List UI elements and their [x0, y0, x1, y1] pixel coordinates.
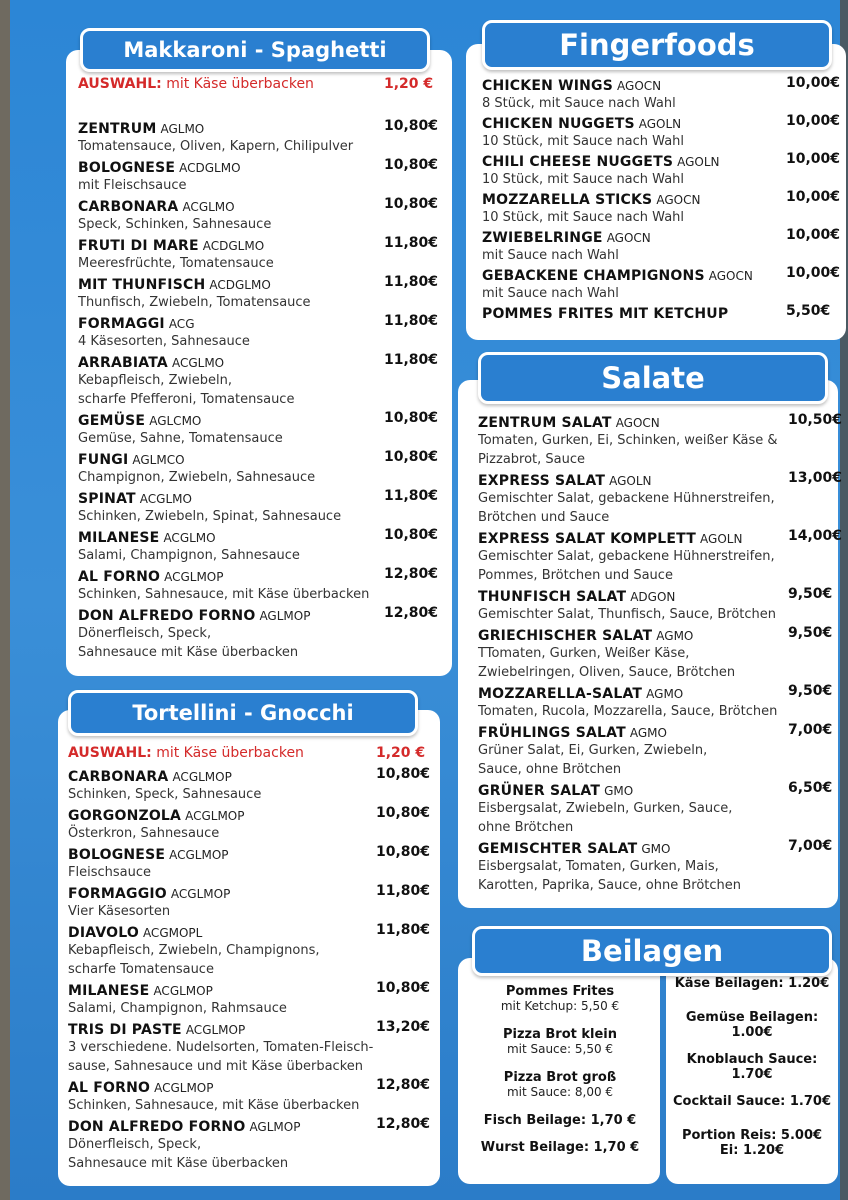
dish-name: GEMÜSE	[78, 413, 146, 429]
beilage-extra-line: Cocktail Sauce: 1.70€	[672, 1094, 831, 1109]
dish-description: Eisbergsalat, Tomaten, Gurken, Mais,	[478, 859, 719, 874]
menu-item-name	[478, 586, 675, 605]
dish-price: 11,80€	[384, 235, 439, 251]
allergen-code: AGOCN	[615, 416, 660, 430]
allergen-code: ACGLMO	[182, 200, 235, 214]
allergen-code: ACDGLMO	[179, 161, 241, 175]
allergen-code: AGOCN	[708, 269, 753, 283]
menu-item-name	[68, 844, 229, 863]
beilage-extra	[668, 1094, 836, 1109]
beilage-name: Fisch Beilage: 1,70 €	[483, 1113, 637, 1128]
menu-item-name	[482, 303, 728, 322]
dish-name: BOLOGNESE	[78, 160, 176, 176]
beilage-item	[462, 984, 658, 1013]
allergen-code: AGMO	[646, 687, 684, 701]
dish-name: GRIECHISCHER SALAT	[478, 628, 653, 644]
dish-name: GEMISCHTER SALAT	[478, 841, 638, 857]
dish-price: 7,00€	[788, 722, 833, 738]
dish-price: 5,50€	[786, 303, 831, 319]
auswahl-note	[68, 745, 304, 761]
dish-name: CARBONARA	[68, 769, 169, 785]
menu-item-name	[78, 118, 204, 137]
allergen-code: AGLMOP	[259, 609, 311, 623]
allergen-code: ACDGLMO	[209, 278, 271, 292]
dish-description: Grüner Salat, Ei, Gurken, Zwiebeln,	[478, 743, 708, 758]
dish-price: 10,80€	[384, 118, 439, 134]
dish-description: Eisbergsalat, Zwiebeln, Gurken, Sauce,	[478, 801, 733, 816]
dish-description: 4 Käsesorten, Sahnesauce	[78, 334, 250, 349]
dish-description: Pizzabrot, Sauce	[478, 452, 586, 467]
menu-item-name	[78, 157, 241, 176]
menu-item-name	[478, 780, 633, 799]
dish-description: Salami, Champignon, Rahmsauce	[68, 1001, 287, 1016]
dish-price: 10,80€	[376, 805, 431, 821]
dish-name: SPINAT	[78, 491, 136, 507]
dish-description: Schinken, Sahnesauce, mit Käse überbacken	[78, 587, 370, 602]
auswahl-price: 1,20 €	[384, 76, 434, 92]
dish-price: 12,80€	[384, 566, 439, 582]
dish-price: 10,00€	[786, 227, 841, 243]
allergen-code: AGLMO	[160, 122, 205, 136]
dish-price: 9,50€	[788, 586, 833, 602]
dish-price: 10,00€	[786, 113, 841, 129]
beilage-extra	[668, 1010, 836, 1040]
dish-description: Meeresfrüchte, Tomatensauce	[78, 256, 274, 271]
dish-price: 10,00€	[786, 75, 841, 91]
menu-item-name	[78, 274, 271, 293]
menu-item-name	[482, 75, 661, 94]
menu-item-name	[68, 980, 213, 999]
dish-description: Sahnesauce mit Käse überbacken	[78, 645, 299, 660]
allergen-code: GMO	[604, 784, 634, 798]
dish-description: ohne Brötchen	[478, 820, 574, 835]
beilage-extra-line: Knoblauch Sauce:	[686, 1052, 818, 1067]
dish-price: 11,80€	[384, 313, 439, 329]
dish-name: CHICKEN NUGGETS	[482, 116, 635, 132]
allergen-code: AGMO	[629, 726, 667, 740]
menu-item-name	[78, 410, 201, 429]
allergen-code: ADGON	[630, 590, 676, 604]
dish-name: GRÜNER SALAT	[478, 783, 601, 799]
dish-description: Gemischter Salat, gebackene Hühnerstreifen,	[478, 491, 775, 506]
dish-price: 6,50€	[788, 780, 833, 796]
menu-item-name	[68, 1019, 245, 1038]
menu-item-name	[482, 151, 720, 170]
beilage-sub: mit Ketchup: 5,50 €	[500, 999, 620, 1013]
dish-description: 10 Stück, mit Sauce nach Wahl	[482, 210, 685, 225]
menu-item-name	[478, 470, 652, 489]
dish-name: ZWIEBELRINGE	[482, 230, 603, 246]
dish-name: BOLOGNESE	[68, 847, 166, 863]
dish-description: Brötchen und Sauce	[478, 510, 610, 525]
auswahl-label: AUSWAHL:	[78, 76, 162, 92]
dish-description: 10 Stück, mit Sauce nach Wahl	[482, 134, 685, 149]
allergen-code: AGOLN	[677, 155, 720, 169]
beilage-item	[462, 1113, 658, 1128]
dish-price: 10,80€	[384, 410, 439, 426]
allergen-code: AGOLN	[638, 117, 682, 131]
menu-item-name	[482, 113, 681, 132]
dish-description: 8 Stück, mit Sauce nach Wahl	[482, 96, 676, 111]
dish-name: DON ALFREDO FORNO	[68, 1119, 246, 1135]
dish-description: Salami, Champignon, Sahnesauce	[78, 548, 300, 563]
dish-name: EXPRESS SALAT KOMPLETT	[478, 531, 697, 547]
menu-item-name	[478, 412, 660, 431]
dish-description: Schinken, Sahnesauce, mit Käse überbacken	[68, 1098, 360, 1113]
dish-name: FRUTI DI MARE	[78, 238, 199, 254]
dish-price: 10,00€	[786, 265, 841, 281]
dish-price: 11,80€	[376, 922, 431, 938]
dish-price: 7,00€	[788, 838, 833, 854]
menu-item-name	[68, 766, 232, 785]
background-edge-left	[0, 0, 10, 1200]
allergen-code: AGLMOP	[249, 1120, 301, 1134]
dish-name: MOZZARELLA STICKS	[482, 192, 653, 208]
dish-price: 9,50€	[788, 625, 833, 641]
dish-name: DIAVOLO	[68, 925, 139, 941]
tortellini-title: Tortellini - Gnocchi	[68, 690, 418, 736]
dish-price: 13,20€	[376, 1019, 431, 1035]
dish-name: THUNFISCH SALAT	[478, 589, 627, 605]
beilage-name: Pizza Brot groß	[503, 1070, 617, 1085]
dish-description: Tomaten, Rucola, Mozzarella, Sauce, Brötchen	[478, 704, 778, 719]
allergen-code: ACGLMO	[163, 531, 216, 545]
dish-description: Tomatensauce, Oliven, Kapern, Chilipulver	[78, 139, 354, 154]
dish-name: AL FORNO	[78, 569, 161, 585]
menu-item-name	[482, 265, 753, 284]
menu-item-name	[68, 1077, 214, 1096]
dish-description: Sauce, ohne Brötchen	[478, 762, 622, 777]
menu-item-name	[78, 566, 224, 585]
dish-name: MIT THUNFISCH	[78, 277, 206, 293]
dish-price: 10,80€	[376, 844, 431, 860]
dish-description: Sahnesauce mit Käse überbacken	[68, 1156, 289, 1171]
dish-name: FRÜHLINGS SALAT	[478, 725, 626, 741]
allergen-code: AGMO	[656, 629, 694, 643]
dish-description: Karotten, Paprika, Sauce, ohne Brötchen	[478, 878, 742, 893]
beilage-extra-line: 1.70€	[731, 1067, 773, 1082]
menu-item-name	[68, 805, 245, 824]
allergen-code: ACGLMOP	[169, 848, 229, 862]
dish-description: Österkron, Sahnesauce	[68, 826, 220, 841]
beilage-extra	[668, 976, 836, 991]
allergen-code: AGOCN	[606, 231, 651, 245]
dish-name: CARBONARA	[78, 199, 179, 215]
allergen-code: ACGMOPL	[142, 926, 203, 940]
allergen-code: ACG	[168, 317, 195, 331]
menu-item-name	[78, 196, 235, 215]
dish-description: Fleischsauce	[68, 865, 151, 880]
dish-description: Zwiebelringen, Oliven, Sauce, Brötchen	[478, 665, 736, 680]
beilage-extra-line: Käse Beilagen: 1.20€	[674, 976, 830, 991]
allergen-code: GMO	[641, 842, 671, 856]
dish-description: 10 Stück, mit Sauce nach Wahl	[482, 172, 685, 187]
beilage-name: Pizza Brot klein	[502, 1027, 618, 1042]
menu-item-name	[478, 722, 667, 741]
menu-item-name	[78, 352, 224, 371]
dish-name: FUNGI	[78, 452, 129, 468]
allergen-code: AGOLN	[700, 532, 743, 546]
dish-name: CHILI CHEESE NUGGETS	[482, 154, 674, 170]
menu-item-name	[78, 488, 192, 507]
menu-item-name	[482, 227, 651, 246]
auswahl-label: AUSWAHL:	[68, 745, 152, 761]
dish-description: Gemischter Salat, gebackene Hühnerstreifen,	[478, 549, 775, 564]
dish-description: Schinken, Zwiebeln, Spinat, Sahnesauce	[78, 509, 342, 524]
menu-item-name	[68, 1116, 300, 1135]
allergen-code: ACGLMOP	[170, 887, 231, 901]
auswahl-price: 1,20 €	[376, 745, 426, 761]
allergen-code: ACGLMOP	[153, 984, 213, 998]
menu-item-name	[78, 449, 185, 468]
beilage-extra-line: Gemüse Beilagen:	[685, 1010, 819, 1025]
salate-title: Salate	[478, 352, 828, 404]
beilage-extra-line: 1.00€	[731, 1025, 773, 1040]
beilage-item	[462, 1027, 658, 1056]
dish-description: Dönerfleisch, Speck,	[68, 1137, 202, 1152]
beilage-name: Pommes Frites	[505, 984, 615, 999]
beilage-extra-line: Portion Reis: 5.00€	[681, 1128, 823, 1143]
dish-price: 11,80€	[384, 488, 439, 504]
dish-description: Champignon, Zwiebeln, Sahnesauce	[78, 470, 316, 485]
menu-item-name	[482, 189, 700, 208]
allergen-code: AGOCN	[656, 193, 701, 207]
dish-price: 10,00€	[786, 189, 841, 205]
menu-item-name	[78, 313, 195, 332]
dish-price: 10,80€	[376, 766, 431, 782]
dish-price: 10,80€	[384, 196, 439, 212]
allergen-code: AGLMCO	[132, 453, 185, 467]
allergen-code: ACGLMOP	[172, 770, 232, 784]
menu-item-name	[478, 528, 742, 547]
auswahl-text: mit Käse überbacken	[161, 76, 314, 92]
menu-item-name	[78, 605, 310, 624]
dish-name: ARRABIATA	[78, 355, 168, 371]
dish-name: MOZZARELLA-SALAT	[478, 686, 643, 702]
menu-item-name	[68, 883, 230, 902]
beilage-extra-line: Ei: 1.20€	[719, 1143, 785, 1158]
dish-name: MILANESE	[68, 983, 150, 999]
dish-description: mit Fleischsauce	[78, 178, 187, 193]
dish-price: 10,80€	[384, 157, 439, 173]
menu-item-name	[478, 683, 683, 702]
dish-name: ZENTRUM SALAT	[478, 415, 612, 431]
dish-description: scharfe Pfefferoni, Tomatensauce	[78, 392, 295, 407]
beilage-item	[462, 1140, 658, 1155]
allergen-code: ACGLMOP	[185, 1023, 246, 1037]
dish-description: Gemischter Salat, Thunfisch, Sauce, Brötchen	[478, 607, 777, 622]
dish-name: TRIS DI PASTE	[68, 1022, 182, 1038]
dish-name: POMMES FRITES MIT KETCHUP	[482, 306, 729, 322]
dish-description: sause, Sahnesauce und mit Käse überbacken	[68, 1059, 364, 1074]
dish-description: Dönerfleisch, Speck,	[78, 626, 212, 641]
allergen-code: ACGLMOP	[185, 809, 245, 823]
dish-name: GORGONZOLA	[68, 808, 182, 824]
allergen-code: ACGLMOP	[154, 1081, 214, 1095]
auswahl-text: mit Käse überbacken	[151, 745, 304, 761]
dish-price: 10,00€	[786, 151, 841, 167]
dish-name: MILANESE	[78, 530, 160, 546]
dish-name: ZENTRUM	[78, 121, 157, 137]
allergen-code: ACGLMOP	[164, 570, 224, 584]
dish-price: 11,80€	[384, 352, 439, 368]
dish-description: Gemüse, Sahne, Tomatensauce	[78, 431, 283, 446]
allergen-code: AGLCMO	[149, 414, 202, 428]
dish-name: CHICKEN WINGS	[482, 78, 614, 94]
allergen-code: ACGLMO	[171, 356, 225, 370]
dish-name: EXPRESS SALAT	[478, 473, 606, 489]
allergen-code: ACDGLMO	[202, 239, 265, 253]
dish-name: AL FORNO	[68, 1080, 151, 1096]
allergen-code: AGOLN	[609, 474, 652, 488]
dish-price: 10,80€	[376, 980, 431, 996]
dish-description: Pommes, Brötchen und Sauce	[478, 568, 673, 583]
dish-price: 14,00€	[788, 528, 843, 544]
beilage-item	[462, 1070, 658, 1099]
dish-description: Thunfisch, Zwiebeln, Tomatensauce	[78, 295, 311, 310]
menu-item-name	[68, 922, 202, 941]
dish-name: DON ALFREDO FORNO	[78, 608, 256, 624]
dish-description: mit Sauce nach Wahl	[482, 248, 619, 263]
beilage-sub: mit Sauce: 5,50 €	[506, 1042, 614, 1056]
auswahl-note	[78, 76, 314, 92]
dish-description: 3 verschiedene. Nudelsorten, Tomaten-Fleisch-	[68, 1040, 374, 1055]
menu-item-name	[78, 235, 264, 254]
beilagen-title: Beilagen	[472, 926, 832, 976]
beilage-extra	[668, 1128, 836, 1158]
allergen-code: AGOCN	[617, 79, 662, 93]
dish-price: 11,80€	[384, 274, 439, 290]
dish-description: Tomaten, Gurken, Ei, Schinken, weißer Käse &	[478, 433, 778, 448]
beilage-extra	[668, 1052, 836, 1082]
dish-price: 10,80€	[384, 449, 439, 465]
menu-item-name	[478, 625, 693, 644]
makkaroni-title: Makkaroni - Spaghetti	[80, 28, 430, 72]
dish-description: Kebapfleisch, Zwiebeln, Champignons,	[68, 943, 320, 958]
dish-name: FORMAGGI	[78, 316, 165, 332]
dish-price: 12,80€	[376, 1116, 431, 1132]
menu-item-name	[78, 527, 216, 546]
dish-price: 9,50€	[788, 683, 833, 699]
dish-price: 10,80€	[384, 527, 439, 543]
dish-price: 12,80€	[384, 605, 439, 621]
dish-description: Speck, Schinken, Sahnesauce	[78, 217, 272, 232]
dish-description: TTomaten, Gurken, Weißer Käse,	[478, 646, 690, 661]
dish-price: 13,00€	[788, 470, 843, 486]
menu-item-name	[478, 838, 670, 857]
dish-name: GEBACKENE CHAMPIGNONS	[482, 268, 705, 284]
dish-description: scharfe Tomatensauce	[68, 962, 214, 977]
dish-description: Schinken, Speck, Sahnesauce	[68, 787, 262, 802]
beilage-sub: mit Sauce: 8,00 €	[506, 1085, 614, 1099]
allergen-code: ACGLMO	[139, 492, 192, 506]
beilage-name: Wurst Beilage: 1,70 €	[480, 1140, 640, 1155]
dish-description: Kebapfleisch, Zwiebeln,	[78, 373, 232, 388]
dish-description: mit Sauce nach Wahl	[482, 286, 619, 301]
dish-name: FORMAGGIO	[68, 886, 167, 902]
dish-price: 12,80€	[376, 1077, 431, 1093]
dish-price: 11,80€	[376, 883, 431, 899]
fingerfoods-title: Fingerfoods	[482, 20, 832, 70]
dish-price: 10,50€	[788, 412, 843, 428]
dish-description: Vier Käsesorten	[68, 904, 171, 919]
